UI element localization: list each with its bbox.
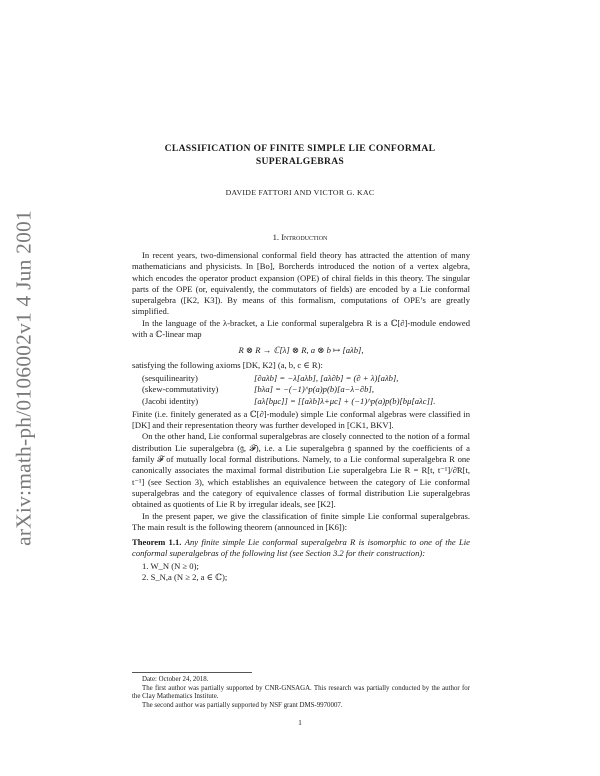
axiom-label: (Jacobi identity)	[142, 395, 199, 406]
authors: DAVIDE FATTORI AND VICTOR G. KAC	[225, 188, 375, 197]
paragraph-3: satisfying the following axioms [DK, K2] (a, b, c ∈ R):	[132, 359, 323, 370]
axiom-label: (sesquilinearity)	[142, 372, 198, 383]
paragraph-2: In the language of the λ-bracket, a Lie conformal superalgebra R is a ℂ[∂]-module endowed with a ℂ-linear map	[132, 317, 470, 340]
paragraph-1: In recent years, two-dimensional conformal field theory has attracted the attention of many mathematicians and physicists. In [Bo], Borcherds introduced the notion of a vertex algebra, which encodes the operator product expansion (OPE) of chiral fields in this theory. The singular parts of the OPE (or, equivalently, the commutators of fields) are encoded by a Lie conformal superalgebra ([K2, K3]). By means of this formalism, computations of OPE’s are greatly simplified.	[132, 250, 470, 317]
axioms-table	[132, 373, 470, 407]
paragraph-5: On the other hand, Lie conformal superalgebras are closely connected to the notion of a formal distribution Lie superalgebra (𝔤, 𝓕), i.e. a Lie superalgebra 𝔤 spanned by the coefficients of a family 𝓕 of mutually local formal distributions. Namely, to a Lie conformal superalgebra R one canonically associates the maximal formal distribution Lie superalgebra Lie R = R[t, t⁻¹]/∂̃R[t, t⁻¹] (see Section 3), which establishes an equivalence between the category of Lie conformal superalgebras and the category of equivalence classes of formal distribution Lie superalgebras obtained as quotients of Lie R by irregular ideals, see [K2].	[132, 431, 470, 510]
footnote-rule	[132, 672, 252, 673]
paragraph-6: In the present paper, we give the classification of finite simple Lie conformal superalgebras. The main result is the following theorem (announced in [K6]):	[132, 510, 470, 532]
title-line-1: CLASSIFICATION OF FINITE SIMPLE LIE CONFORMAL	[164, 143, 436, 154]
footnote-support-1: The first author was partially supported by CNR-GNSAGA. This research was partially conducted by the author for the Clay Mathematics Institute.	[132, 684, 470, 701]
footnote-support-2: The second author was partially supported by NSF grant DMS-9970007.	[142, 701, 343, 709]
main-text	[132, 250, 470, 583]
axiom-formula: [∂aλb] = −λ[aλb], [aλ∂b] = (∂ + λ)[aλb],	[254, 372, 399, 383]
list-item: 2. S_N,a (N ≥ 2, a ∈ ℂ);	[142, 572, 228, 583]
axiom-row	[132, 384, 470, 395]
theorem-label: Theorem 1.1.	[132, 537, 182, 548]
section-heading: 1. Introduction	[272, 232, 328, 242]
list-item: 1. W_N (N ≥ 0);	[142, 560, 199, 571]
axiom-label: (skew-commutativity)	[142, 384, 219, 395]
footnotes	[132, 676, 470, 710]
axiom-formula: [bλa] = −(−1)^p(a)p(b)[a−λ−∂b],	[254, 384, 374, 395]
page-number: 1	[298, 718, 302, 727]
title-line-2: SUPERALGEBRAS	[255, 155, 345, 167]
paragraph-4: Finite (i.e. finitely generated as a ℂ[∂]-module) simple Lie conformal algebras were classified in [DK] and their representation theory was further developed in [CK1, BKV].	[132, 408, 470, 431]
paper-title	[120, 143, 480, 168]
arxiv-id: arXiv:math-ph/0106002v1 4 Jun 2001	[11, 210, 36, 546]
footnote-date: Date: October 24, 2018.	[142, 676, 209, 683]
axiom-formula: [aλ[bμc]] = [[aλb]λ+μc] + (−1)^p(a)p(b)[bμ[aλc]].	[254, 395, 436, 406]
axiom-row	[132, 396, 470, 407]
theorem	[132, 537, 470, 560]
theorem-list	[142, 561, 470, 584]
theorem-text: Any finite simple Lie conformal superalgebra R is isomorphic to one of the Lie conformal superalgebras of the following list (see Section 3.2 for their construction):	[132, 537, 470, 559]
axiom-row	[132, 373, 470, 384]
map-equation: R ⊗ R → ℂ[λ] ⊗ R, a ⊗ b ↦ [aλb],	[238, 345, 364, 356]
arxiv-watermark	[4, 118, 44, 638]
